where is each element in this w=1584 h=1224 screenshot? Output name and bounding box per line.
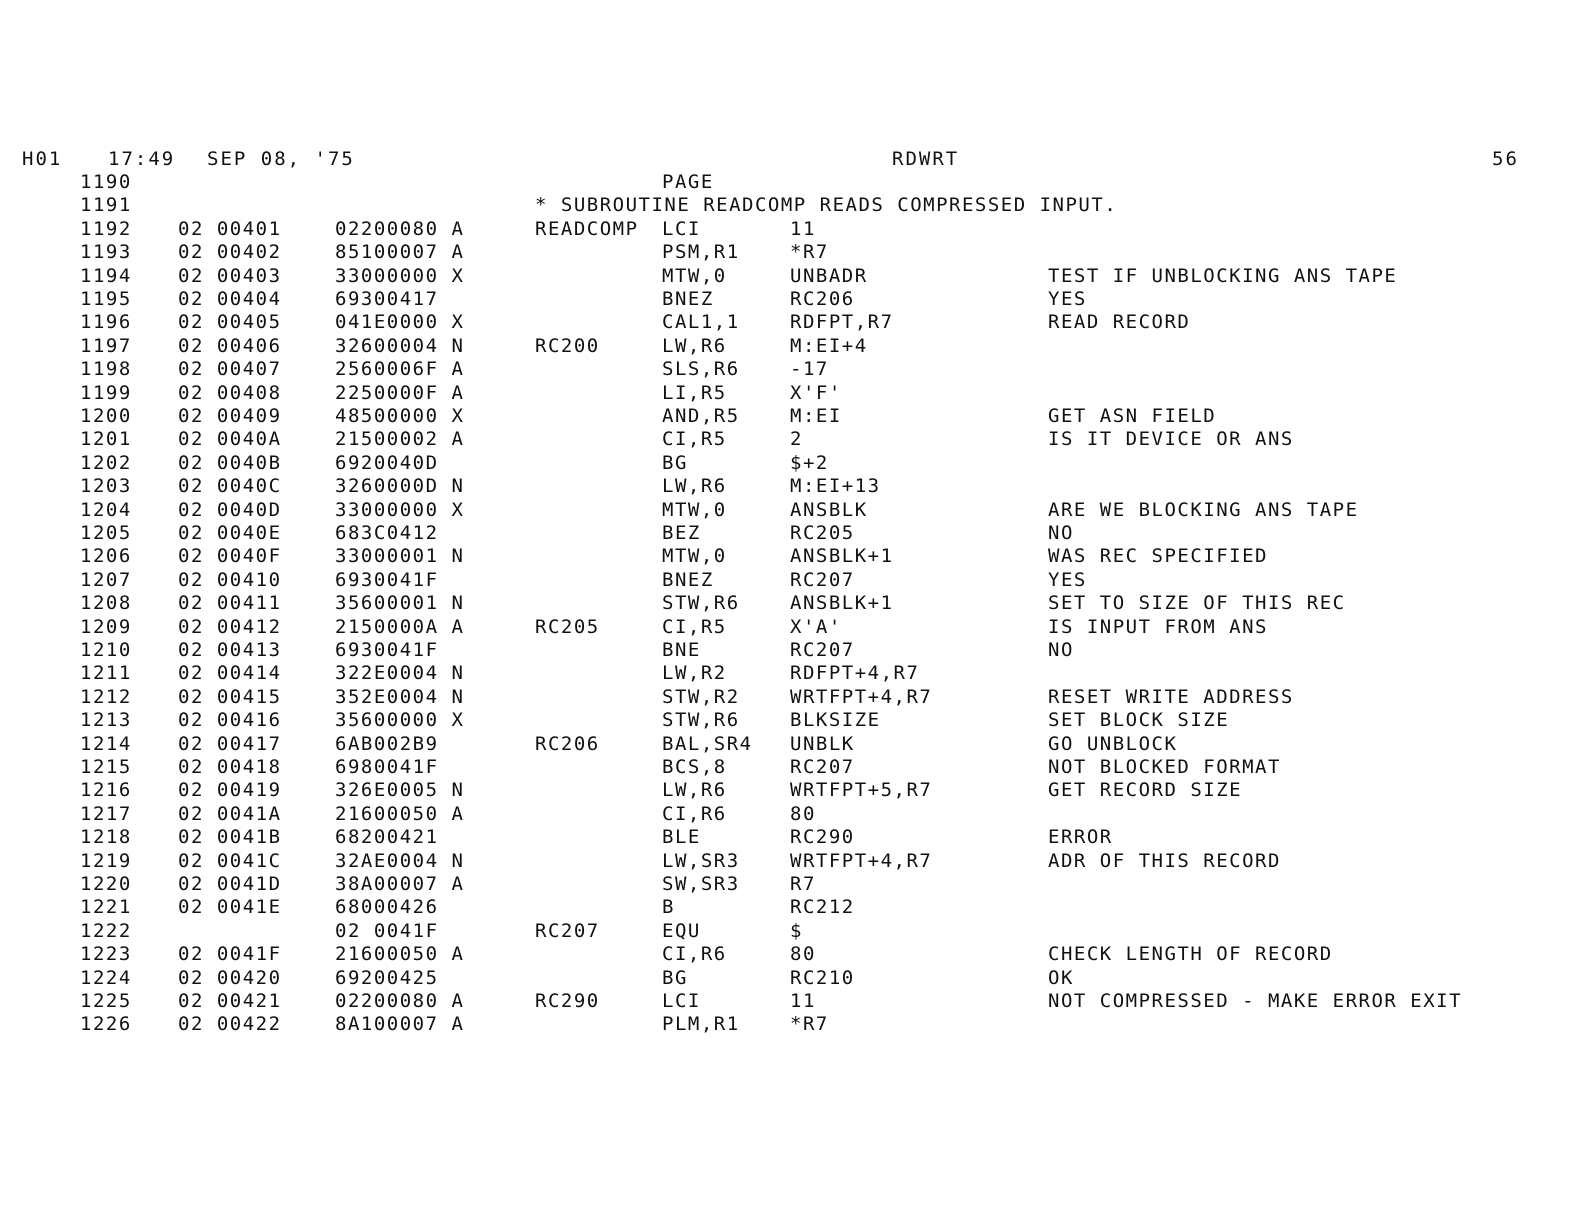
listing-line <box>0 849 1584 873</box>
listing-line <box>0 287 1584 311</box>
header-page-number: 56 <box>1492 148 1519 170</box>
operand: X'F' <box>790 382 842 404</box>
comment: IS INPUT FROM ANS <box>1048 616 1268 638</box>
line-number: 1196 <box>80 311 132 333</box>
comment: OK <box>1048 967 1074 989</box>
address: 02 00410 <box>178 569 282 591</box>
line-number: 1219 <box>80 850 132 872</box>
listing-line <box>0 544 1584 568</box>
object-code: 6930041F <box>335 569 439 591</box>
object-code: 21600050 A <box>335 943 465 965</box>
line-number: 1216 <box>80 779 132 801</box>
opcode: MTW,0 <box>662 545 727 567</box>
listing-line <box>0 170 1584 194</box>
line-number: 1213 <box>80 709 132 731</box>
listing-line <box>0 334 1584 358</box>
address: 02 00405 <box>178 311 282 333</box>
listing-line <box>0 685 1584 709</box>
operand: RC207 <box>790 569 855 591</box>
comment: YES <box>1048 569 1087 591</box>
line-number: 1203 <box>80 475 132 497</box>
opcode: PAGE <box>662 171 714 193</box>
object-code: 6980041F <box>335 756 439 778</box>
line-number: 1202 <box>80 452 132 474</box>
comment: YES <box>1048 288 1087 310</box>
listing-line <box>0 427 1584 451</box>
comment: NO <box>1048 639 1074 661</box>
listing-line <box>0 1012 1584 1036</box>
listing-line <box>0 474 1584 498</box>
comment: WAS REC SPECIFIED <box>1048 545 1268 567</box>
source-label: RC206 <box>535 733 600 755</box>
line-number: 1224 <box>80 967 132 989</box>
address: 02 0041C <box>178 850 282 872</box>
address: 02 0041A <box>178 803 282 825</box>
object-code: 33000000 X <box>335 499 465 521</box>
object-code: 3260000D N <box>335 475 465 497</box>
object-code: 352E0004 N <box>335 686 465 708</box>
opcode: BG <box>662 967 688 989</box>
object-code: 35600000 X <box>335 709 465 731</box>
listing-line <box>0 357 1584 381</box>
comment-line: * SUBROUTINE READCOMP READS COMPRESSED INPUT. <box>535 194 1118 216</box>
listing-line <box>0 989 1584 1013</box>
line-number: 1206 <box>80 545 132 567</box>
object-code: 21500002 A <box>335 428 465 450</box>
opcode: BNE <box>662 639 701 661</box>
opcode: BG <box>662 452 688 474</box>
operand: RDFPT,R7 <box>790 311 894 333</box>
operand: RC207 <box>790 639 855 661</box>
line-number: 1221 <box>80 896 132 918</box>
address: 02 0040E <box>178 522 282 544</box>
operand: ANSBLK+1 <box>790 545 894 567</box>
operand: UNBLK <box>790 733 855 755</box>
line-number: 1217 <box>80 803 132 825</box>
line-number: 1191 <box>80 194 132 216</box>
address: 02 00413 <box>178 639 282 661</box>
listing-line <box>0 217 1584 241</box>
header-time: 17:49 <box>108 148 176 170</box>
listing-line <box>0 802 1584 826</box>
object-code: 85100007 A <box>335 241 465 263</box>
operand: 80 <box>790 943 816 965</box>
opcode: PLM,R1 <box>662 1013 740 1035</box>
object-code: 6930041F <box>335 639 439 661</box>
object-code: 2150000A A <box>335 616 465 638</box>
listing-line <box>0 942 1584 966</box>
comment: GET ASN FIELD <box>1048 405 1217 427</box>
opcode: BNEZ <box>662 288 714 310</box>
address: 02 00404 <box>178 288 282 310</box>
listing-line <box>0 638 1584 662</box>
opcode: LW,R2 <box>662 662 727 684</box>
address: 02 0041E <box>178 896 282 918</box>
address: 02 00401 <box>178 218 282 240</box>
opcode: CAL1,1 <box>662 311 740 333</box>
line-number: 1220 <box>80 873 132 895</box>
listing-line <box>0 966 1584 990</box>
listing-line <box>0 404 1584 428</box>
comment: CHECK LENGTH OF RECORD <box>1048 943 1333 965</box>
operand: X'A' <box>790 616 842 638</box>
source-label: RC290 <box>535 990 600 1012</box>
line-number: 1208 <box>80 592 132 614</box>
source-label: READCOMP <box>535 218 639 240</box>
object-code: 48500000 X <box>335 405 465 427</box>
opcode: BEZ <box>662 522 701 544</box>
address: 02 0040A <box>178 428 282 450</box>
operand: RC205 <box>790 522 855 544</box>
listing-line <box>0 264 1584 288</box>
line-number: 1194 <box>80 265 132 287</box>
object-code: 683C0412 <box>335 522 439 544</box>
listing-line <box>0 778 1584 802</box>
address: 02 00422 <box>178 1013 282 1035</box>
address: 02 00415 <box>178 686 282 708</box>
operand: UNBADR <box>790 265 868 287</box>
source-label: RC200 <box>535 335 600 357</box>
header-date: SEP 08, '75 <box>207 148 355 170</box>
operand: M:EI <box>790 405 842 427</box>
object-code: 69300417 <box>335 288 439 310</box>
object-code: 32AE0004 N <box>335 850 465 872</box>
object-code: 326E0005 N <box>335 779 465 801</box>
object-code: 68000426 <box>335 896 439 918</box>
address: 02 00414 <box>178 662 282 684</box>
operand: RC290 <box>790 826 855 848</box>
operand: RC207 <box>790 756 855 778</box>
source-label: RC207 <box>535 920 600 942</box>
listing-line <box>0 615 1584 639</box>
comment: IS IT DEVICE OR ANS <box>1048 428 1294 450</box>
opcode: LW,R6 <box>662 779 727 801</box>
object-code: 38A00007 A <box>335 873 465 895</box>
address: 02 00411 <box>178 592 282 614</box>
line-number: 1209 <box>80 616 132 638</box>
address: 02 0040C <box>178 475 282 497</box>
listing-line <box>0 591 1584 615</box>
operand: WRTFPT+4,R7 <box>790 686 933 708</box>
operand: ANSBLK <box>790 499 868 521</box>
address: 02 00403 <box>178 265 282 287</box>
opcode: AND,R5 <box>662 405 740 427</box>
address: 02 00407 <box>178 358 282 380</box>
opcode: EQU <box>662 920 701 942</box>
listing-line <box>0 451 1584 475</box>
comment: ADR OF THIS RECORD <box>1048 850 1281 872</box>
line-number: 1222 <box>80 920 132 942</box>
operand: WRTFPT+4,R7 <box>790 850 933 872</box>
comment: SET BLOCK SIZE <box>1048 709 1230 731</box>
object-code: 8A100007 A <box>335 1013 465 1035</box>
listing-line <box>0 521 1584 545</box>
comment: GET RECORD SIZE <box>1048 779 1243 801</box>
operand: BLKSIZE <box>790 709 881 731</box>
opcode: BNEZ <box>662 569 714 591</box>
opcode: CI,R5 <box>662 428 727 450</box>
object-code: 02200080 A <box>335 218 465 240</box>
opcode: CI,R5 <box>662 616 727 638</box>
opcode: PSM,R1 <box>662 241 740 263</box>
listing-line <box>0 193 1584 217</box>
address: 02 0041B <box>178 826 282 848</box>
listing-line <box>0 872 1584 896</box>
opcode: LW,R6 <box>662 335 727 357</box>
opcode: MTW,0 <box>662 499 727 521</box>
operand: -17 <box>790 358 829 380</box>
line-number: 1210 <box>80 639 132 661</box>
address: 02 00406 <box>178 335 282 357</box>
opcode: SW,SR3 <box>662 873 740 895</box>
operand: *R7 <box>790 241 829 263</box>
operand: 11 <box>790 990 816 1012</box>
address: 02 00421 <box>178 990 282 1012</box>
address: 02 0040B <box>178 452 282 474</box>
operand: 11 <box>790 218 816 240</box>
address: 02 00412 <box>178 616 282 638</box>
address: 02 00402 <box>178 241 282 263</box>
header-left: H01 <box>22 148 63 170</box>
operand: RC206 <box>790 288 855 310</box>
object-code: 02 0041F <box>335 920 439 942</box>
line-number: 1223 <box>80 943 132 965</box>
listing-line <box>0 825 1584 849</box>
line-number: 1205 <box>80 522 132 544</box>
address: 02 00419 <box>178 779 282 801</box>
listing-line <box>0 732 1584 756</box>
listing-line <box>0 708 1584 732</box>
object-code: 21600050 A <box>335 803 465 825</box>
object-code: 33000000 X <box>335 265 465 287</box>
opcode: LW,SR3 <box>662 850 740 872</box>
comment: NOT BLOCKED FORMAT <box>1048 756 1281 778</box>
comment: ERROR <box>1048 826 1113 848</box>
opcode: CI,R6 <box>662 943 727 965</box>
listing-line <box>0 381 1584 405</box>
opcode: BAL,SR4 <box>662 733 753 755</box>
line-number: 1207 <box>80 569 132 591</box>
address: 02 00420 <box>178 967 282 989</box>
object-code: 041E0000 X <box>335 311 465 333</box>
comment: RESET WRITE ADDRESS <box>1048 686 1294 708</box>
line-number: 1190 <box>80 171 132 193</box>
address: 02 00408 <box>178 382 282 404</box>
line-number: 1198 <box>80 358 132 380</box>
line-number: 1200 <box>80 405 132 427</box>
header-title: RDWRT <box>892 148 960 170</box>
object-code: 6AB002B9 <box>335 733 439 755</box>
operand: R7 <box>790 873 816 895</box>
listing-line <box>0 661 1584 685</box>
object-code: 6920040D <box>335 452 439 474</box>
comment: TEST IF UNBLOCKING ANS TAPE <box>1048 265 1398 287</box>
opcode: STW,R6 <box>662 592 740 614</box>
opcode: STW,R2 <box>662 686 740 708</box>
line-number: 1226 <box>80 1013 132 1035</box>
address: 02 0040D <box>178 499 282 521</box>
opcode: BCS,8 <box>662 756 727 778</box>
address: 02 0041F <box>178 943 282 965</box>
object-code: 2250000F A <box>335 382 465 404</box>
object-code: 322E0004 N <box>335 662 465 684</box>
line-number: 1197 <box>80 335 132 357</box>
address: 02 00418 <box>178 756 282 778</box>
opcode: LW,R6 <box>662 475 727 497</box>
line-number: 1193 <box>80 241 132 263</box>
listing-line <box>0 240 1584 264</box>
line-number: 1218 <box>80 826 132 848</box>
comment: NOT COMPRESSED - MAKE ERROR EXIT <box>1048 990 1463 1012</box>
line-number: 1211 <box>80 662 132 684</box>
address: 02 00417 <box>178 733 282 755</box>
object-code: 68200421 <box>335 826 439 848</box>
operand: M:EI+4 <box>790 335 868 357</box>
operand: 2 <box>790 428 803 450</box>
address: 02 00409 <box>178 405 282 427</box>
opcode: STW,R6 <box>662 709 740 731</box>
operand: $ <box>790 920 803 942</box>
line-number: 1195 <box>80 288 132 310</box>
operand: RC212 <box>790 896 855 918</box>
comment: ARE WE BLOCKING ANS TAPE <box>1048 499 1359 521</box>
listing-line <box>0 498 1584 522</box>
opcode: LCI <box>662 218 701 240</box>
object-code: 02200080 A <box>335 990 465 1012</box>
operand: RDFPT+4,R7 <box>790 662 920 684</box>
operand: *R7 <box>790 1013 829 1035</box>
object-code: 33000001 N <box>335 545 465 567</box>
opcode: LI,R5 <box>662 382 727 404</box>
object-code: 2560006F A <box>335 358 465 380</box>
address: 02 00416 <box>178 709 282 731</box>
listing-line <box>0 919 1584 943</box>
comment: NO <box>1048 522 1074 544</box>
line-number: 1212 <box>80 686 132 708</box>
line-number: 1201 <box>80 428 132 450</box>
operand: M:EI+13 <box>790 475 881 497</box>
opcode: BLE <box>662 826 701 848</box>
line-number: 1215 <box>80 756 132 778</box>
operand: RC210 <box>790 967 855 989</box>
line-number: 1199 <box>80 382 132 404</box>
comment: READ RECORD <box>1048 311 1191 333</box>
listing-line <box>0 755 1584 779</box>
address: 02 0041D <box>178 873 282 895</box>
opcode: SLS,R6 <box>662 358 740 380</box>
operand: WRTFPT+5,R7 <box>790 779 933 801</box>
address: 02 0040F <box>178 545 282 567</box>
comment: SET TO SIZE OF THIS REC <box>1048 592 1346 614</box>
line-number: 1204 <box>80 499 132 521</box>
object-code: 32600004 N <box>335 335 465 357</box>
listing-line <box>0 310 1584 334</box>
line-number: 1192 <box>80 218 132 240</box>
opcode: MTW,0 <box>662 265 727 287</box>
listing-line <box>0 895 1584 919</box>
opcode: LCI <box>662 990 701 1012</box>
line-number: 1225 <box>80 990 132 1012</box>
object-code: 69200425 <box>335 967 439 989</box>
line-number: 1214 <box>80 733 132 755</box>
source-label: RC205 <box>535 616 600 638</box>
object-code: 35600001 N <box>335 592 465 614</box>
operand: ANSBLK+1 <box>790 592 894 614</box>
operand: $+2 <box>790 452 829 474</box>
listing-line <box>0 568 1584 592</box>
opcode: CI,R6 <box>662 803 727 825</box>
comment: GO UNBLOCK <box>1048 733 1178 755</box>
opcode: B <box>662 896 675 918</box>
operand: 80 <box>790 803 816 825</box>
